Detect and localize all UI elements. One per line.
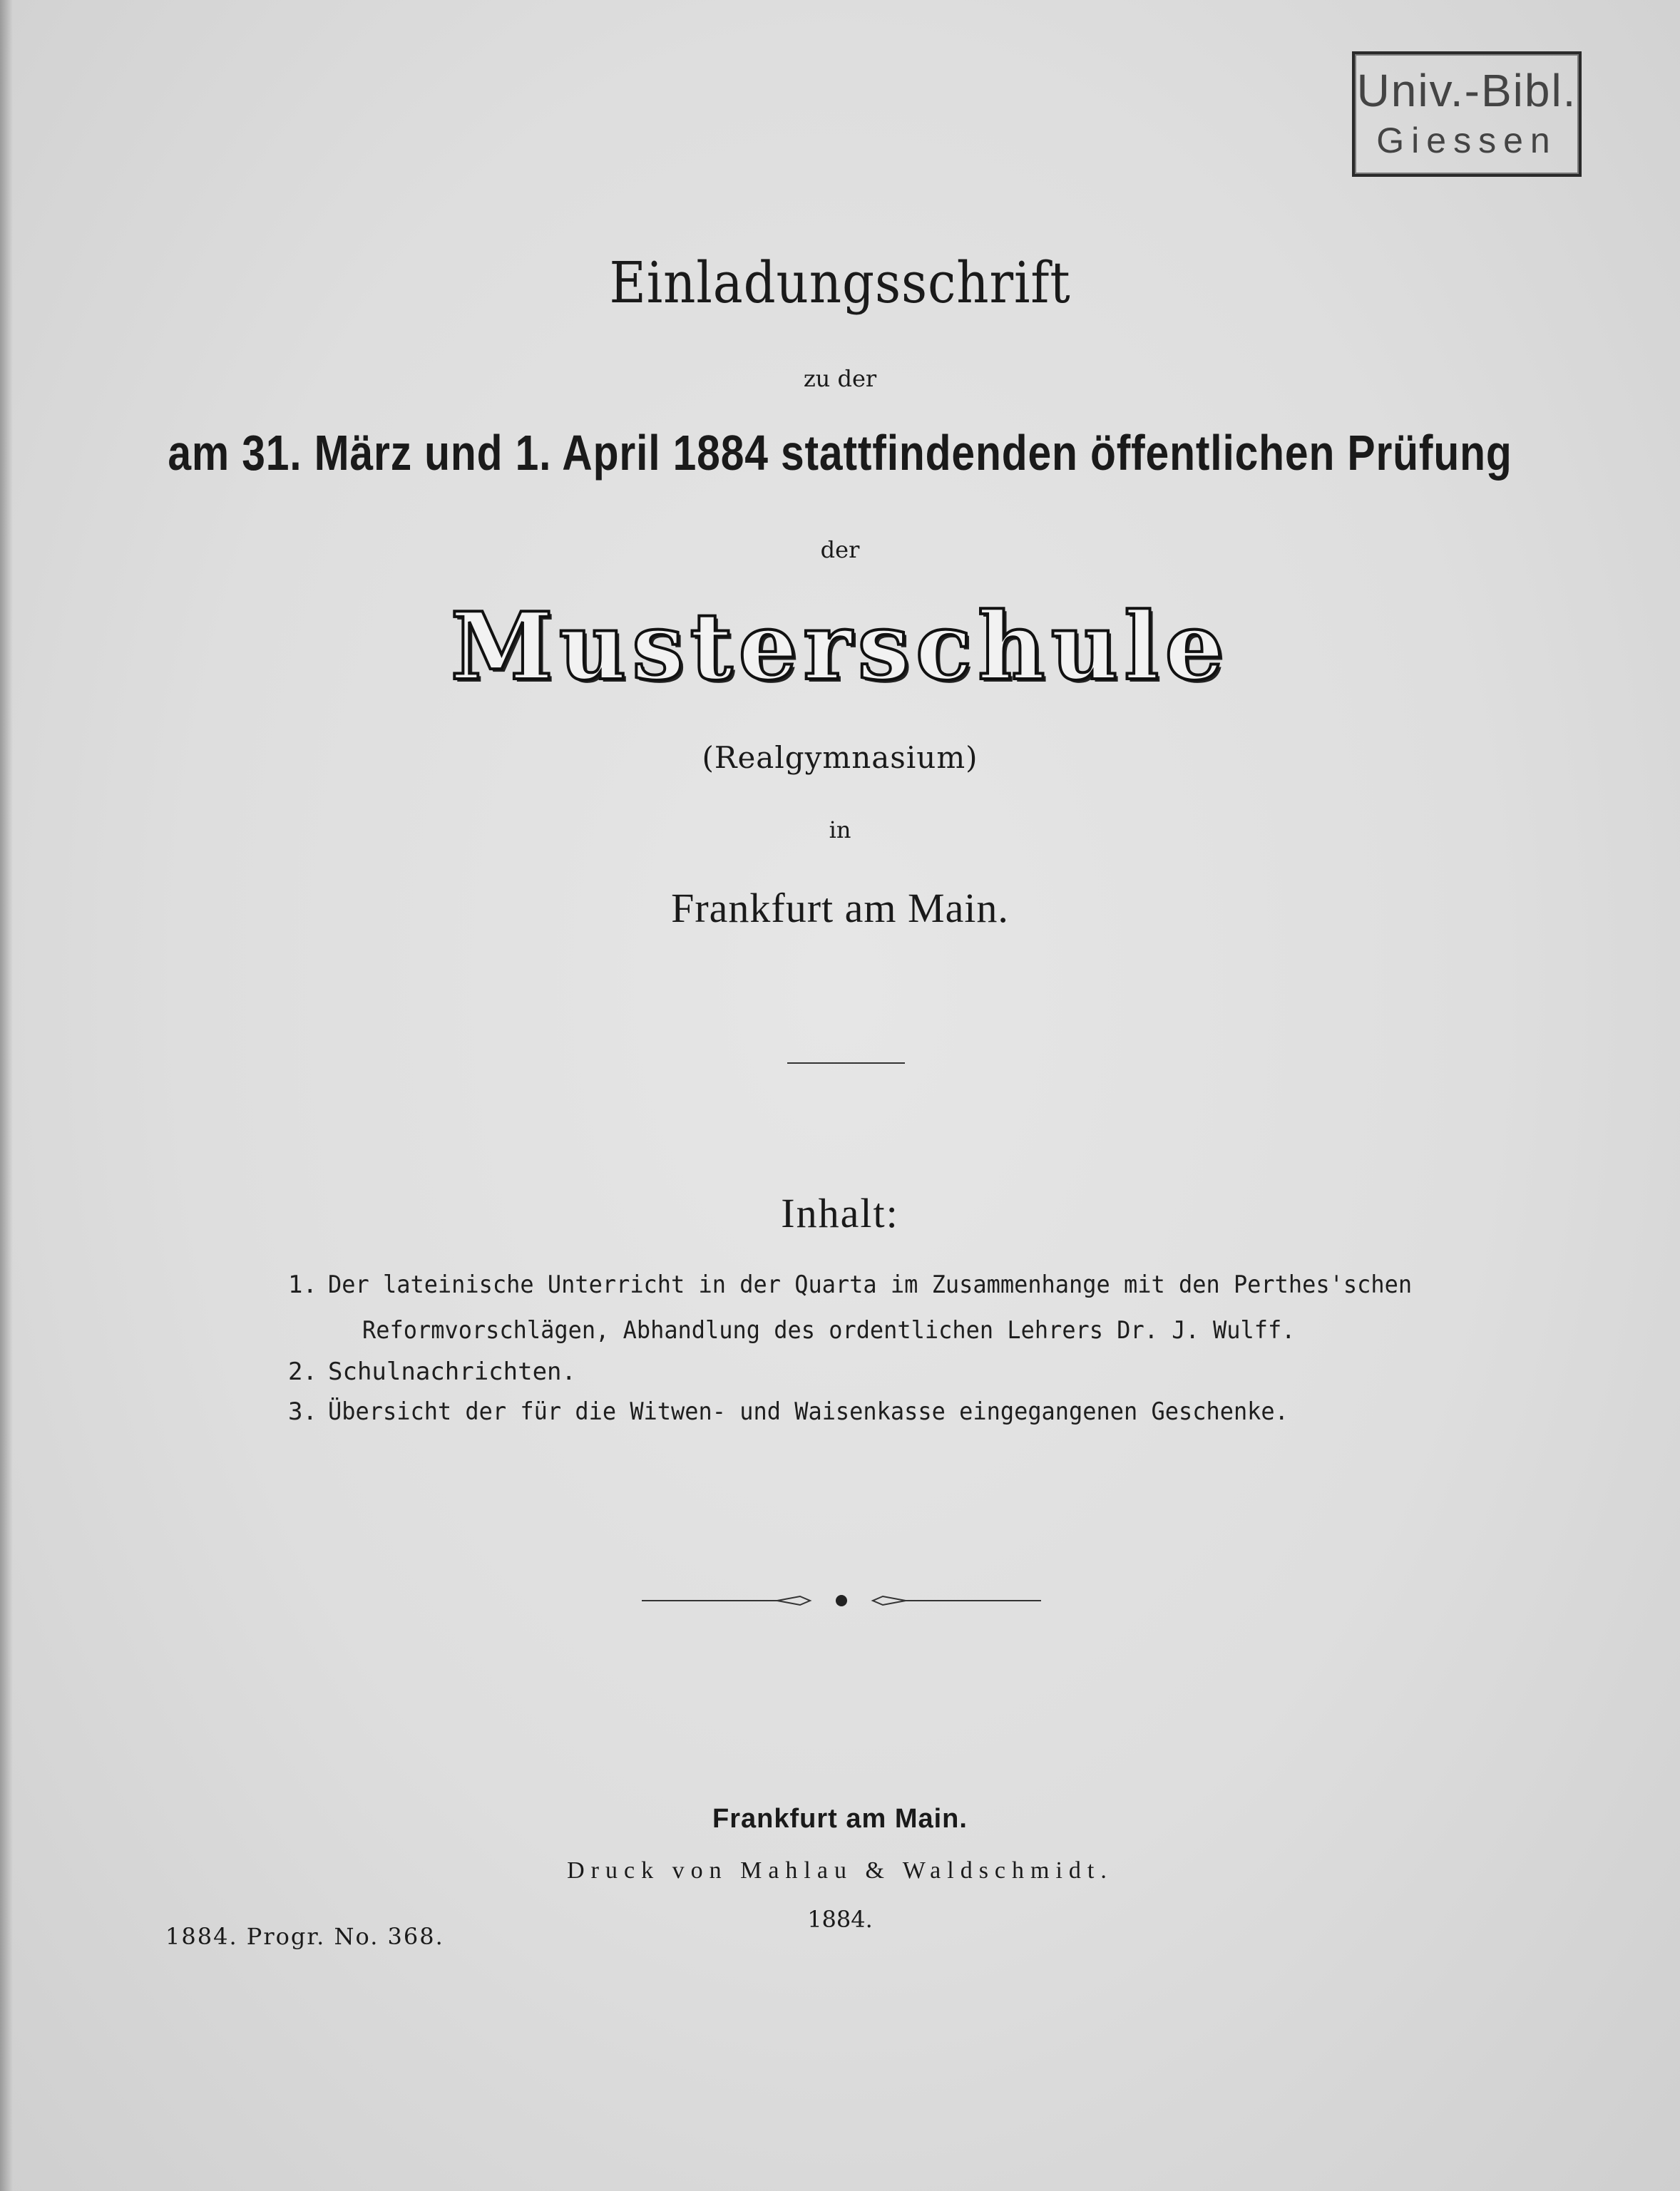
contents-item-text: Schulnachrichten. [328,1358,576,1386]
imprint-printer: Druck von Mahlau & Waldschmidt. [567,1857,1113,1884]
contents-item-number: 3. [288,1397,317,1426]
stamp-line-2: Giessen [1376,120,1557,160]
ornament-divider [642,1590,1041,1611]
imprint-city: Frankfurt am Main. [712,1804,968,1834]
contents-item-text: Der lateinische Unterricht in der Quarta im Zusammenhange mit den Perthes'schen [328,1271,1413,1299]
contents-item-number: 1. [288,1271,317,1299]
program-number: 1884. Progr. No. 368. [165,1923,444,1950]
contents-item-number: 2. [288,1358,317,1386]
school-type: (Realgymnasium) [702,740,978,775]
stamp-line-1: Univ.-Bibl. [1356,65,1577,116]
contents-item-text: Reformvorschlägen, Abhandlung des ordentlichen Lehrers Dr. J. Wulff. [362,1316,1296,1345]
connector-in: in [829,816,851,843]
connector-der: der [820,536,860,563]
contents-heading: Inhalt: [781,1190,899,1236]
exam-date-line: am 31. März und 1. April 1884 stattfindenden öffentlichen Prüfung [168,425,1512,481]
school-city: Frankfurt am Main. [671,885,1009,931]
connector-zu-der: zu der [803,365,877,392]
library-stamp [1352,51,1582,177]
document-title: Einladungsschrift [609,250,1071,316]
divider-rule [787,1062,905,1064]
contents-item-text: Übersicht der für die Witwen- und Waisenkasse eingegangenen Geschenke. [328,1397,1289,1426]
imprint-year: 1884. [807,1906,873,1933]
school-name: Musterschule [450,592,1230,701]
